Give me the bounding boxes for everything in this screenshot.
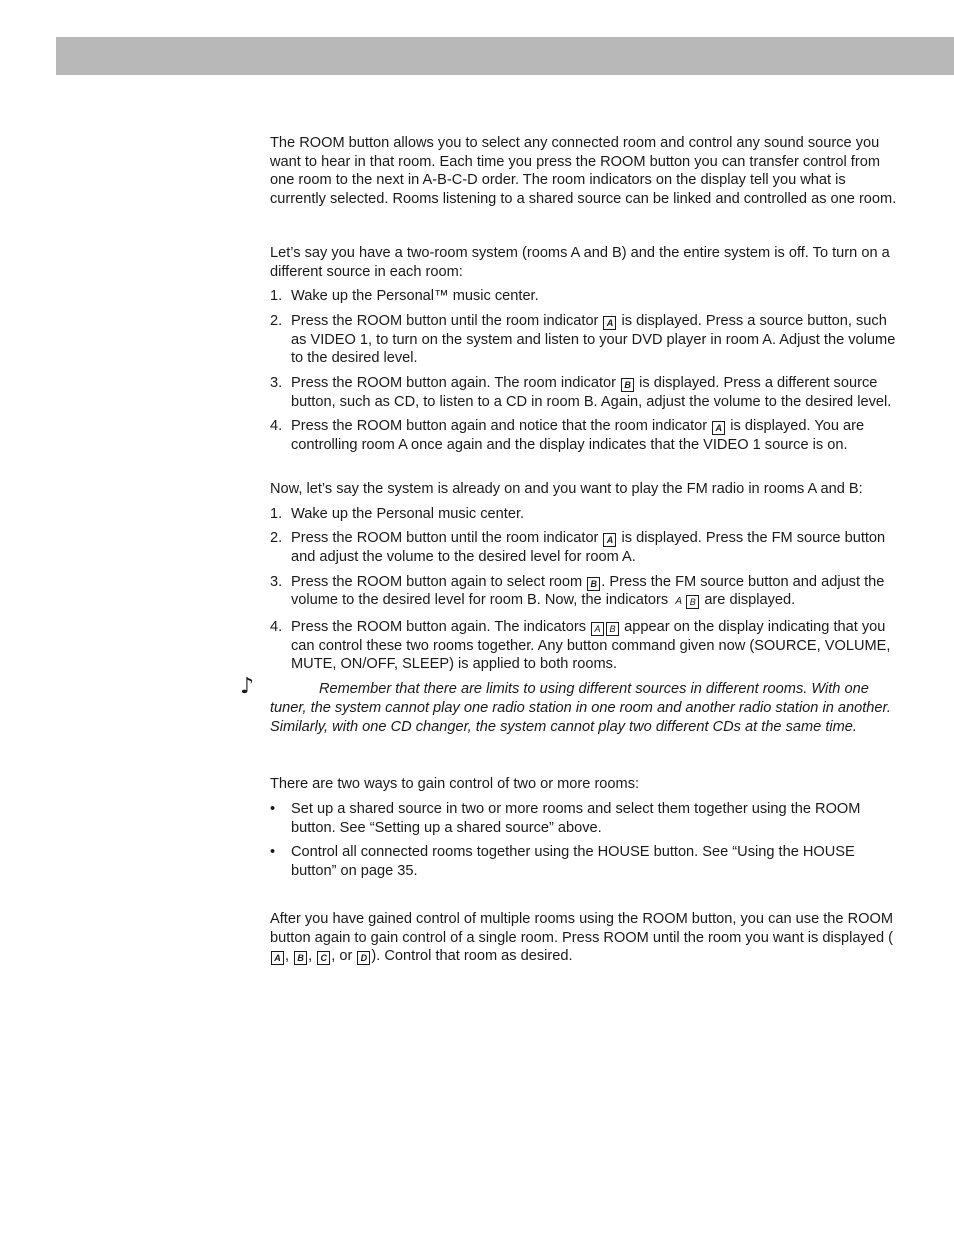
room-indicator-icon: A xyxy=(271,951,284,965)
step-number: 3. xyxy=(270,375,283,392)
list-item xyxy=(270,529,900,566)
note-block xyxy=(240,674,900,736)
step-text: Press the ROOM button until the room indicator A is displayed. Press the FM source button and adjust the volume to the desired level for room A. xyxy=(291,530,886,565)
bullet-text: Control all connected rooms together using the HOUSE button. See “Using the HOUSE button” on page 35. xyxy=(291,844,855,880)
room-indicator-icon: A xyxy=(603,316,616,330)
section2-lead: Now, let’s say the system is already on and you want to play the FM radio in rooms A and B: xyxy=(270,480,863,497)
list-item xyxy=(270,618,900,674)
room-indicator-icon: B xyxy=(686,595,699,609)
page-content xyxy=(240,134,900,966)
step-number: 4. xyxy=(270,619,283,636)
section4-paragraph: After you have gained control of multiple rooms using the ROOM button, you can use the ROOM button again to gain control of a single room. Press ROOM until the room you want is displayed (A , B , C , or D ). Control that room as desired. xyxy=(270,910,893,965)
step-text: Press the ROOM button again. The indicators A B appear on the display indicating that you can control these two rooms together. Any button command given now (SOURCE, VOLUME, MUTE, ON/OFF, SLEEP) is applied to both rooms. xyxy=(291,619,891,673)
room-indicator-icon: D xyxy=(357,951,370,965)
list-item xyxy=(270,505,900,524)
room-indicator-icon: B xyxy=(587,577,600,591)
intro-paragraph: The ROOM button allows you to select any connected room and control any sound source you want to hear in that room. Each time you press the ROOM button you can transfer control from one room to the next in A-B-C-D order. The room indicators on the display tell you what is currently selected. Rooms listening to a shared source can be linked and controlled as one room. xyxy=(270,135,897,208)
step-text: Press the ROOM button again. The room indicator B is displayed. Press a different source button, such as CD, to listen to a CD in room B. Again, adjust the volume to the desired level. xyxy=(291,375,892,410)
step-number: 2. xyxy=(270,530,283,547)
bullet-text: Set up a shared source in two or more rooms and select them together using the ROOM button. See “Setting up a shared source” above. xyxy=(291,800,861,836)
header-bar xyxy=(56,37,954,75)
list-item xyxy=(270,843,900,880)
list-item xyxy=(270,800,900,837)
bullet-icon: • xyxy=(270,800,276,817)
section3-lead: There are two ways to gain control of two or more rooms: xyxy=(270,776,640,793)
room-indicator-icon: A xyxy=(675,596,683,608)
step-text: Press the ROOM button again to select room B . Press the FM source button and adjust the volume to the desired level for room B. Now, the indicators A B are displayed. xyxy=(291,573,900,612)
section3-bullets xyxy=(270,800,900,881)
step-number: 1. xyxy=(270,505,283,522)
step-number: 4. xyxy=(270,418,283,435)
step-number: 3. xyxy=(270,573,283,590)
section1-steps xyxy=(270,287,900,455)
list-item xyxy=(270,312,900,368)
room-indicator-icon: B xyxy=(621,378,634,392)
section1-lead: Let’s say you have a two-room system (rooms A and B) and the entire system is off. To turn on a different source in each room: xyxy=(270,244,890,280)
list-item xyxy=(270,287,900,306)
list-item xyxy=(270,573,900,612)
room-indicator-icon: A xyxy=(591,622,604,636)
step-text: Press the ROOM button again and notice that the room indicator A is displayed. You are controlling room A once again and the display indicates that the VIDEO 1 source is on. xyxy=(291,418,865,454)
step-number: 1. xyxy=(270,288,283,305)
section2-steps xyxy=(270,505,900,675)
room-indicator-icon: B xyxy=(294,951,307,965)
room-indicator-icon: A xyxy=(712,421,725,435)
step-text: Wake up the Personal™ music center. xyxy=(291,288,539,305)
list-item xyxy=(270,374,900,411)
step-number: 2. xyxy=(270,312,283,329)
list-item xyxy=(270,417,900,454)
step-text: Press the ROOM button until the room indicator A is displayed. Press a source button, such as VIDEO 1, to turn on the system and listen to your DVD player in room A. Adjust the volume to the desired level. xyxy=(291,312,896,367)
room-indicator-icon: B xyxy=(606,622,619,636)
room-indicator-icon: C xyxy=(317,951,330,965)
music-note-icon: ♪ xyxy=(240,674,255,700)
note-text: Remember that there are limits to using different sources in different rooms. With one tuner, the system cannot play one radio station in one room and another radio station in another. Similarly, with one CD changer, the system cannot play two different CDs at the same time. xyxy=(270,681,891,735)
step-text: Wake up the Personal music center. xyxy=(291,505,525,522)
bullet-icon: • xyxy=(270,844,276,861)
room-indicator-icon: A xyxy=(603,533,616,547)
